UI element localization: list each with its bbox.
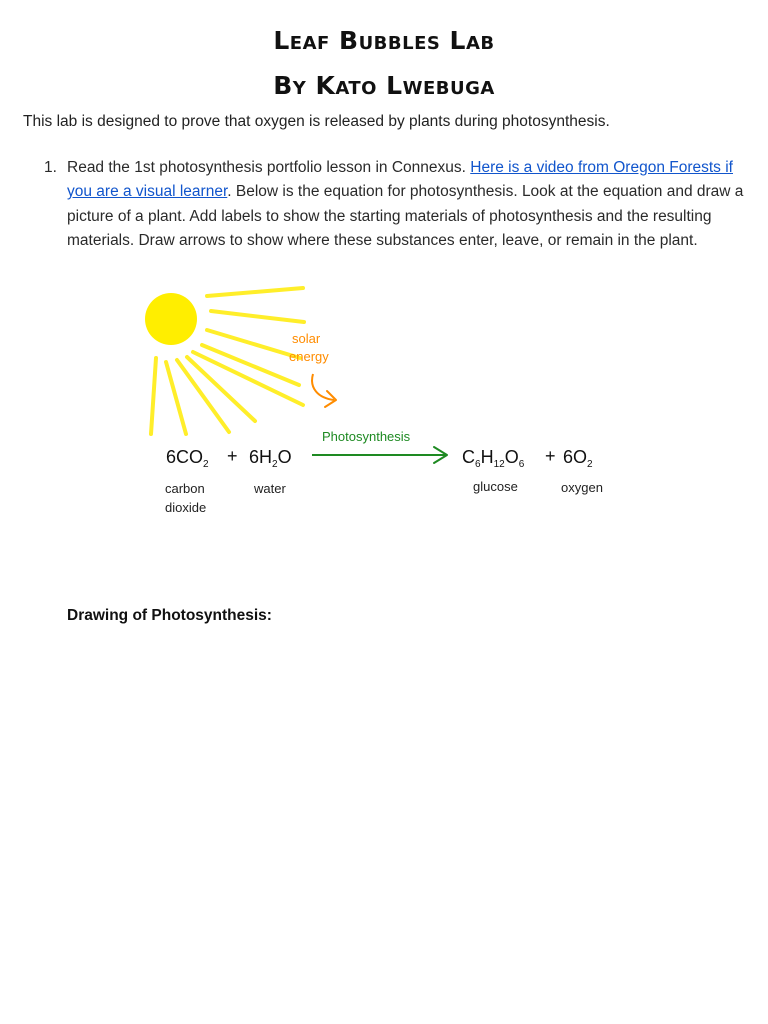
product-oxygen bbox=[563, 447, 593, 470]
glucose-c: C bbox=[462, 447, 475, 467]
glucose-h: H bbox=[480, 447, 494, 467]
glucose-sub-h: 12 bbox=[493, 459, 505, 470]
o2-coef: 6 bbox=[563, 447, 574, 467]
drawing-area bbox=[67, 640, 747, 1000]
reactant-h2o bbox=[249, 447, 292, 470]
label-glucose: glucose bbox=[473, 479, 518, 494]
reactant-co2 bbox=[166, 447, 209, 470]
solar-label-line-2: energy bbox=[289, 349, 329, 364]
h2o-o: O bbox=[277, 447, 292, 467]
label-co2-line-2: dioxide bbox=[165, 500, 207, 515]
plus-sign: + bbox=[545, 446, 556, 466]
o2-sub: 2 bbox=[587, 459, 593, 470]
glucose-sub-c: 6 bbox=[475, 459, 481, 470]
process-label: Photosynthesis bbox=[322, 429, 411, 444]
label-co2-line-1: carbon bbox=[165, 481, 205, 496]
product-glucose bbox=[462, 447, 525, 470]
plus-sign: + bbox=[227, 446, 238, 466]
solar-label-line-1: solar bbox=[292, 331, 321, 346]
drawing-section-label: Drawing of Photosynthesis: bbox=[67, 607, 272, 624]
sun-ray bbox=[166, 362, 186, 434]
label-water: water bbox=[254, 481, 286, 496]
page-title-line-2: By Kato Lwebuga bbox=[273, 71, 495, 100]
co2-coef: 6 bbox=[166, 447, 177, 467]
sun-ray bbox=[211, 311, 304, 322]
glucose-sub-o: 6 bbox=[518, 459, 525, 470]
page-title-line-1: Leaf Bubbles Lab bbox=[273, 26, 495, 55]
glucose-o: O bbox=[504, 447, 519, 467]
h2o-sub: 2 bbox=[272, 459, 278, 470]
h2o-h: H bbox=[259, 447, 273, 467]
h2o-coef: 6 bbox=[249, 447, 260, 467]
sun-ray bbox=[207, 288, 303, 296]
co2-sub: 2 bbox=[203, 459, 209, 470]
video-link[interactable]: Here is a video from Oregon Forests if you are a visual learner bbox=[67, 159, 733, 201]
step-text-before: Read the 1st photosynthesis portfolio lesson in Connexus. bbox=[67, 159, 471, 176]
label-oxygen: oxygen bbox=[561, 480, 603, 495]
co2-main: CO bbox=[176, 447, 204, 467]
intro-paragraph: This lab is designed to prove that oxygen is released by plants during photosynthesis. bbox=[23, 113, 610, 130]
sun-icon bbox=[145, 293, 197, 345]
sun-ray bbox=[151, 358, 156, 434]
step-text-after: . Below is the equation for photosynthesis. Look at the equation and draw a picture of a plant. Add labels to show the starting materials of photosynthesis and the resulting materials. Draw arrows to show where these substances enter, leave, or remain in the plant. bbox=[67, 183, 744, 249]
o2-main: O bbox=[573, 447, 588, 467]
step-number: 1. bbox=[44, 159, 57, 176]
